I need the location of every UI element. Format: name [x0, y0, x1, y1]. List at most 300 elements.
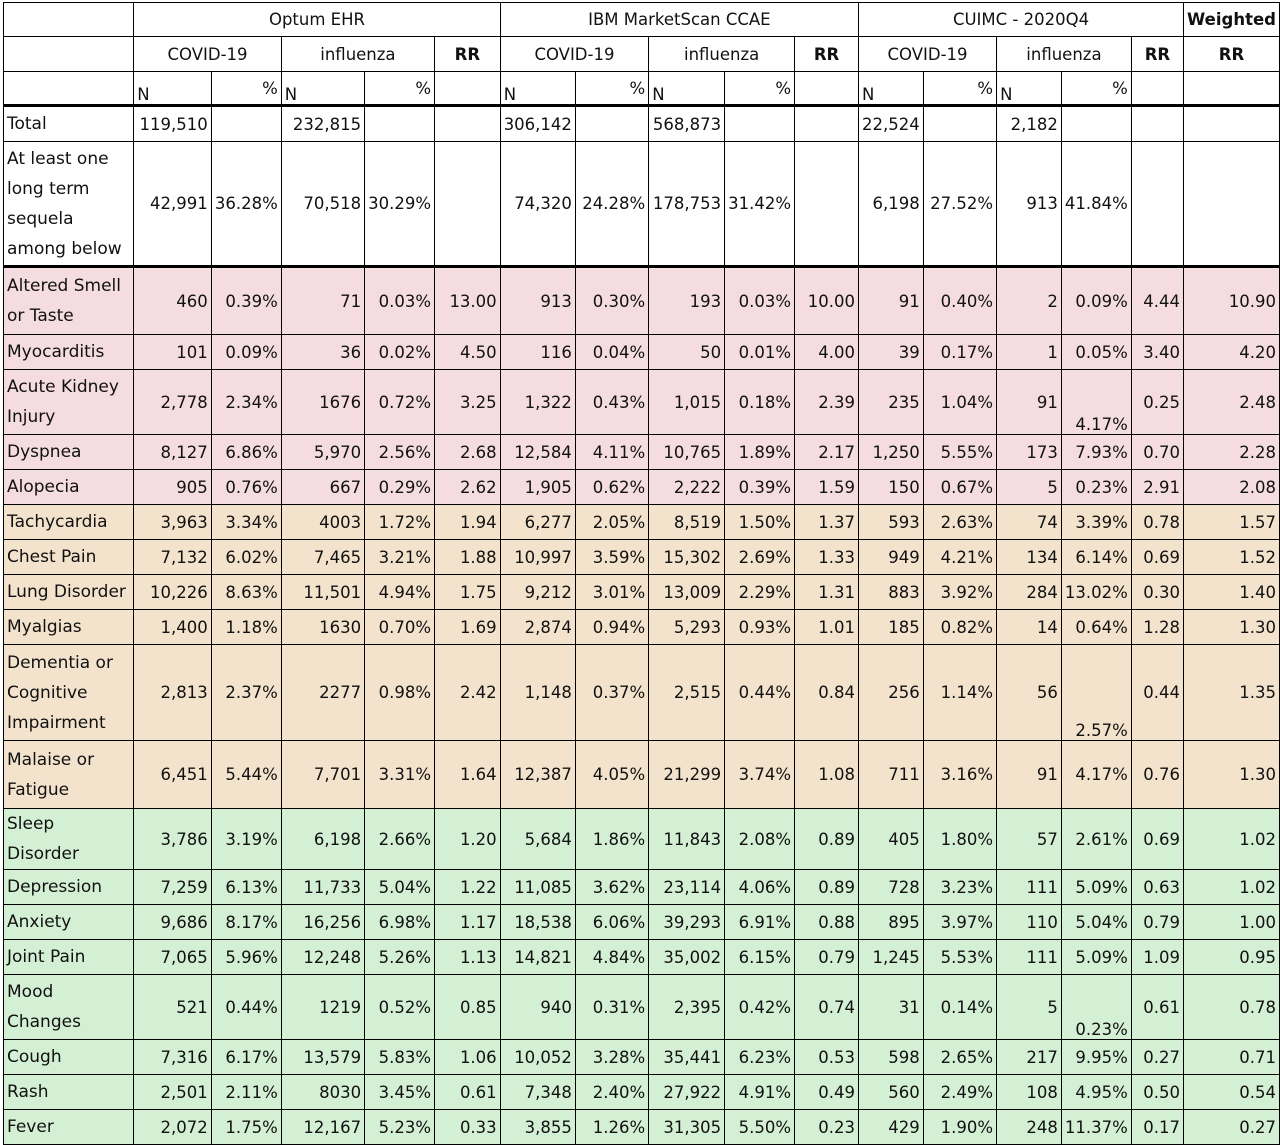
covid-pct-cell: 0.04%: [575, 335, 648, 370]
rr-cell: 1.59: [795, 470, 859, 505]
n-header: N: [500, 72, 575, 106]
covid-pct-cell: 6.02%: [211, 540, 281, 575]
covid-n-cell: 1,245: [859, 940, 924, 975]
flu-pct-cell: [365, 106, 435, 142]
covid-pct-cell: 1.90%: [923, 1110, 996, 1145]
covid-n-cell: 1,148: [500, 645, 575, 741]
covid-pct-cell: 0.14%: [923, 975, 996, 1040]
rr-cell: [1131, 106, 1183, 142]
table-row: [4, 809, 1280, 870]
flu-pct-cell: 5.23%: [365, 1110, 435, 1145]
rr-cell: 2.62: [435, 470, 501, 505]
flu-n-cell: 178,753: [649, 142, 725, 267]
rr-header: RR: [1131, 37, 1183, 72]
covid-pct-cell: 4.21%: [923, 540, 996, 575]
covid-pct-cell: 2.37%: [211, 645, 281, 741]
weighted-rr-cell: 0.78: [1184, 975, 1280, 1040]
covid-n-cell: 895: [859, 905, 924, 940]
covid-pct-cell: 6.13%: [211, 870, 281, 905]
pct-header: %: [211, 72, 281, 106]
flu-pct-cell: 4.95%: [1061, 1075, 1131, 1110]
results-table-container: [3, 2, 1280, 1145]
rr-cell: 0.69: [1131, 540, 1183, 575]
covid-pct-cell: 3.62%: [575, 870, 648, 905]
covid-n-cell: 306,142: [500, 106, 575, 142]
row-label: Altered Smell or Taste: [4, 267, 134, 335]
covid-pct-cell: 0.76%: [211, 470, 281, 505]
weighted-rr-cell: 1.57: [1184, 505, 1280, 540]
weighted-rr-cell: 1.02: [1184, 809, 1280, 870]
covid-pct-cell: 2.05%: [575, 505, 648, 540]
covid-n-cell: 14,821: [500, 940, 575, 975]
corner-cell: [4, 37, 134, 72]
covid-pct-cell: 3.23%: [923, 870, 996, 905]
weighted-rr-cell: 0.27: [1184, 1110, 1280, 1145]
covid-n-cell: 150: [859, 470, 924, 505]
covid-n-cell: 116: [500, 335, 575, 370]
row-label: Mood Changes: [4, 975, 134, 1040]
flu-pct-cell: 0.23%: [1061, 470, 1131, 505]
table-row: [4, 1075, 1280, 1110]
flu-n-cell: 284: [997, 575, 1062, 610]
rr-cell: 1.37: [795, 505, 859, 540]
flu-n-cell: 2,182: [997, 106, 1062, 142]
covid-pct-cell: 0.82%: [923, 610, 996, 645]
flu-pct-cell: 0.18%: [725, 370, 795, 435]
rr-cell: 1.28: [1131, 610, 1183, 645]
rr-cell: 2.42: [435, 645, 501, 741]
row-label: Dementia or Cognitive Impairment: [4, 645, 134, 741]
rr-cell: 0.25: [1131, 370, 1183, 435]
covid-pct-cell: 1.04%: [923, 370, 996, 435]
flu-pct-cell: 6.14%: [1061, 540, 1131, 575]
rr-cell: 1.09: [1131, 940, 1183, 975]
rr-cell: 4.50: [435, 335, 501, 370]
flu-pct-cell: 0.05%: [1061, 335, 1131, 370]
rr-cell: 0.53: [795, 1040, 859, 1075]
rr-cell: 1.64: [435, 741, 501, 809]
weighted-rr-cell: 0.54: [1184, 1075, 1280, 1110]
flu-n-cell: 27,922: [649, 1075, 725, 1110]
covid-pct-cell: 1.26%: [575, 1110, 648, 1145]
covid-n-cell: 7,316: [134, 1040, 212, 1075]
rr-header: RR: [435, 37, 501, 72]
rr-cell: [435, 142, 501, 267]
rr-cell: 1.94: [435, 505, 501, 540]
covid-pct-cell: 0.09%: [211, 335, 281, 370]
flu-n-cell: 50: [649, 335, 725, 370]
rr-cell: 0.33: [435, 1110, 501, 1145]
covid-n-cell: 460: [134, 267, 212, 335]
covid-n-cell: 101: [134, 335, 212, 370]
rr-cell: 0.17: [1131, 1110, 1183, 1145]
flu-pct-cell: 0.29%: [365, 470, 435, 505]
flu-n-cell: 57: [997, 809, 1062, 870]
table-row: [4, 435, 1280, 470]
covid-n-cell: 593: [859, 505, 924, 540]
covid-n-cell: 5,684: [500, 809, 575, 870]
covid-n-cell: 728: [859, 870, 924, 905]
weighted-rr-cell: 2.08: [1184, 470, 1280, 505]
flu-pct-cell: 4.94%: [365, 575, 435, 610]
covid-pct-cell: 0.44%: [211, 975, 281, 1040]
flu-n-cell: 91: [997, 370, 1062, 435]
rr-cell: 0.23: [795, 1110, 859, 1145]
covid-n-cell: 7,132: [134, 540, 212, 575]
row-label: Malaise or Fatigue: [4, 741, 134, 809]
flu-n-cell: 12,248: [281, 940, 364, 975]
group-header-weighted: Weighted: [1184, 3, 1280, 37]
row-label: Rash: [4, 1075, 134, 1110]
covid-pct-cell: 1.80%: [923, 809, 996, 870]
corner-cell: [4, 72, 134, 106]
flu-n-cell: 5,293: [649, 610, 725, 645]
covid-n-cell: 10,997: [500, 540, 575, 575]
rr-cell: 3.40: [1131, 335, 1183, 370]
covid-n-cell: 1,250: [859, 435, 924, 470]
covid-pct-cell: 3.92%: [923, 575, 996, 610]
rr-cell: 0.27: [1131, 1040, 1183, 1075]
pct-header: %: [923, 72, 996, 106]
rr-cell: 13.00: [435, 267, 501, 335]
rr-cell: 2.39: [795, 370, 859, 435]
rr-cell: 0.89: [795, 870, 859, 905]
covid-n-cell: 39: [859, 335, 924, 370]
flu-pct-cell: 0.52%: [365, 975, 435, 1040]
rr-header: RR: [1184, 37, 1280, 72]
flu-n-cell: 1,015: [649, 370, 725, 435]
flu-pct-cell: [725, 106, 795, 142]
flu-pct-cell: 3.74%: [725, 741, 795, 809]
flu-pct-cell: 5.04%: [365, 870, 435, 905]
flu-pct-cell: 4.17%: [1061, 741, 1131, 809]
flu-pct-cell: 9.95%: [1061, 1040, 1131, 1075]
covid-n-cell: 2,778: [134, 370, 212, 435]
rr-cell: 1.22: [435, 870, 501, 905]
flu-n-cell: 39,293: [649, 905, 725, 940]
covid-n-cell: 22,524: [859, 106, 924, 142]
flu-n-cell: 111: [997, 940, 1062, 975]
flu-pct-cell: 0.64%: [1061, 610, 1131, 645]
rr-cell: 2.91: [1131, 470, 1183, 505]
flu-pct-cell: 0.72%: [365, 370, 435, 435]
covid-pct-cell: 8.63%: [211, 575, 281, 610]
rr-cell: 0.76: [1131, 741, 1183, 809]
flu-n-cell: 71: [281, 267, 364, 335]
blank-cell: [1184, 72, 1280, 106]
flu-pct-cell: 11.37%: [1061, 1110, 1131, 1145]
flu-pct-cell: 3.39%: [1061, 505, 1131, 540]
covid-pct-cell: 5.96%: [211, 940, 281, 975]
flu-pct-cell: 5.09%: [1061, 940, 1131, 975]
flu-n-cell: 13,009: [649, 575, 725, 610]
flu-n-cell: 11,843: [649, 809, 725, 870]
rr-cell: 1.33: [795, 540, 859, 575]
rr-cell: 0.63: [1131, 870, 1183, 905]
flu-n-cell: 7,701: [281, 741, 364, 809]
weighted-rr-cell: 2.28: [1184, 435, 1280, 470]
flu-pct-cell: 6.23%: [725, 1040, 795, 1075]
header-row-groups: [4, 3, 1280, 37]
sequelae-table: [3, 2, 1280, 1145]
flu-n-cell: 56: [997, 645, 1062, 741]
flu-n-cell: 6,198: [281, 809, 364, 870]
covid-pct-cell: 6.17%: [211, 1040, 281, 1075]
flu-pct-cell: 2.69%: [725, 540, 795, 575]
table-row: [4, 575, 1280, 610]
rr-cell: 1.75: [435, 575, 501, 610]
flu-n-cell: 2,222: [649, 470, 725, 505]
row-label: Chest Pain: [4, 540, 134, 575]
covid-n-cell: 1,322: [500, 370, 575, 435]
n-header: N: [859, 72, 924, 106]
flu-pct-cell: 0.09%: [1061, 267, 1131, 335]
rr-cell: 4.00: [795, 335, 859, 370]
covid-n-cell: 185: [859, 610, 924, 645]
flu-n-cell: 1630: [281, 610, 364, 645]
covid-n-cell: 711: [859, 741, 924, 809]
flu-pct-cell: 1.72%: [365, 505, 435, 540]
weighted-rr-cell: 1.35: [1184, 645, 1280, 741]
covid-n-cell: 12,387: [500, 741, 575, 809]
rr-cell: [435, 106, 501, 142]
header-row-cohorts: [4, 37, 1280, 72]
covid-pct-cell: 0.40%: [923, 267, 996, 335]
flu-n-cell: 913: [997, 142, 1062, 267]
flu-n-cell: 667: [281, 470, 364, 505]
table-row: [4, 505, 1280, 540]
covid-n-cell: 7,259: [134, 870, 212, 905]
table-row: [4, 645, 1280, 741]
rr-cell: [1131, 142, 1183, 267]
flu-n-cell: 4003: [281, 505, 364, 540]
row-label: Acute Kidney Injury: [4, 370, 134, 435]
flu-pct-cell: 4.91%: [725, 1075, 795, 1110]
flu-n-cell: 2,515: [649, 645, 725, 741]
flu-n-cell: 173: [997, 435, 1062, 470]
rr-cell: 0.74: [795, 975, 859, 1040]
cohort-header-covid: COVID-19: [500, 37, 649, 72]
covid-pct-cell: 3.97%: [923, 905, 996, 940]
covid-n-cell: 235: [859, 370, 924, 435]
flu-pct-cell: 2.66%: [365, 809, 435, 870]
weighted-rr-cell: 1.30: [1184, 741, 1280, 809]
row-label: Tachycardia: [4, 505, 134, 540]
flu-pct-cell: 2.08%: [725, 809, 795, 870]
flu-n-cell: 5: [997, 975, 1062, 1040]
covid-n-cell: 429: [859, 1110, 924, 1145]
covid-pct-cell: [575, 106, 648, 142]
weighted-rr-cell: 0.71: [1184, 1040, 1280, 1075]
flu-pct-cell: 0.39%: [725, 470, 795, 505]
rr-cell: 0.61: [1131, 975, 1183, 1040]
row-label: Alopecia: [4, 470, 134, 505]
rr-cell: 1.13: [435, 940, 501, 975]
rr-cell: 0.79: [795, 940, 859, 975]
covid-pct-cell: 0.94%: [575, 610, 648, 645]
covid-pct-cell: 2.63%: [923, 505, 996, 540]
n-header: N: [281, 72, 364, 106]
flu-pct-cell: 5.50%: [725, 1110, 795, 1145]
flu-pct-cell: 5.09%: [1061, 870, 1131, 905]
flu-pct-cell: 6.98%: [365, 905, 435, 940]
covid-pct-cell: 0.43%: [575, 370, 648, 435]
table-row: [4, 940, 1280, 975]
covid-pct-cell: 2.11%: [211, 1075, 281, 1110]
covid-n-cell: 3,855: [500, 1110, 575, 1145]
covid-pct-cell: 1.18%: [211, 610, 281, 645]
pct-header: %: [575, 72, 648, 106]
flu-pct-cell: 0.23%: [1061, 975, 1131, 1040]
group-header-optum: Optum EHR: [134, 3, 500, 37]
table-row: [4, 470, 1280, 505]
covid-pct-cell: 36.28%: [211, 142, 281, 267]
row-label: Total: [4, 106, 134, 142]
covid-n-cell: 42,991: [134, 142, 212, 267]
covid-n-cell: 3,963: [134, 505, 212, 540]
flu-n-cell: 2: [997, 267, 1062, 335]
rr-cell: [795, 142, 859, 267]
blank-cell: [795, 72, 859, 106]
flu-n-cell: 217: [997, 1040, 1062, 1075]
covid-pct-cell: 2.40%: [575, 1075, 648, 1110]
flu-pct-cell: 0.42%: [725, 975, 795, 1040]
covid-pct-cell: 5.44%: [211, 741, 281, 809]
rr-cell: 4.44: [1131, 267, 1183, 335]
row-label: Myalgias: [4, 610, 134, 645]
rr-cell: 0.89: [795, 809, 859, 870]
covid-n-cell: 949: [859, 540, 924, 575]
flu-pct-cell: 6.15%: [725, 940, 795, 975]
rr-cell: 0.88: [795, 905, 859, 940]
covid-n-cell: 119,510: [134, 106, 212, 142]
pct-header: %: [725, 72, 795, 106]
flu-n-cell: 1676: [281, 370, 364, 435]
rr-cell: 0.50: [1131, 1075, 1183, 1110]
covid-pct-cell: 0.39%: [211, 267, 281, 335]
rr-cell: 0.70: [1131, 435, 1183, 470]
flu-pct-cell: 5.26%: [365, 940, 435, 975]
covid-pct-cell: 5.53%: [923, 940, 996, 975]
rr-cell: 0.44: [1131, 645, 1183, 741]
flu-n-cell: 91: [997, 741, 1062, 809]
flu-pct-cell: 0.01%: [725, 335, 795, 370]
flu-pct-cell: 2.56%: [365, 435, 435, 470]
covid-n-cell: 6,277: [500, 505, 575, 540]
covid-n-cell: 7,065: [134, 940, 212, 975]
pct-header: %: [365, 72, 435, 106]
covid-pct-cell: 27.52%: [923, 142, 996, 267]
covid-n-cell: 91: [859, 267, 924, 335]
flu-n-cell: 23,114: [649, 870, 725, 905]
flu-pct-cell: 30.29%: [365, 142, 435, 267]
table-row: [4, 1110, 1280, 1145]
flu-pct-cell: 3.45%: [365, 1075, 435, 1110]
cohort-header-influenza: influenza: [997, 37, 1132, 72]
cohort-header-covid: COVID-19: [859, 37, 997, 72]
pct-header: %: [1061, 72, 1131, 106]
covid-pct-cell: 3.59%: [575, 540, 648, 575]
covid-n-cell: 9,686: [134, 905, 212, 940]
weighted-rr-cell: [1184, 142, 1280, 267]
covid-pct-cell: [211, 106, 281, 142]
covid-pct-cell: 6.06%: [575, 905, 648, 940]
flu-n-cell: 35,441: [649, 1040, 725, 1075]
covid-n-cell: 598: [859, 1040, 924, 1075]
row-label: Dyspnea: [4, 435, 134, 470]
flu-pct-cell: 5.04%: [1061, 905, 1131, 940]
group-header-cuimc: CUIMC - 2020Q4: [859, 3, 1184, 37]
covid-n-cell: 521: [134, 975, 212, 1040]
flu-pct-cell: 3.31%: [365, 741, 435, 809]
flu-n-cell: 35,002: [649, 940, 725, 975]
rr-cell: 1.88: [435, 540, 501, 575]
covid-pct-cell: 2.34%: [211, 370, 281, 435]
table-row: [4, 905, 1280, 940]
row-label: Cough: [4, 1040, 134, 1075]
row-label: Myocarditis: [4, 335, 134, 370]
rr-cell: 1.06: [435, 1040, 501, 1075]
rr-cell: 1.08: [795, 741, 859, 809]
covid-pct-cell: 0.31%: [575, 975, 648, 1040]
rr-cell: 0.49: [795, 1075, 859, 1110]
covid-pct-cell: 0.62%: [575, 470, 648, 505]
covid-n-cell: 9,212: [500, 575, 575, 610]
table-row: [4, 335, 1280, 370]
rr-cell: 2.17: [795, 435, 859, 470]
covid-n-cell: 12,584: [500, 435, 575, 470]
flu-n-cell: 134: [997, 540, 1062, 575]
covid-pct-cell: 0.37%: [575, 645, 648, 741]
flu-pct-cell: 31.42%: [725, 142, 795, 267]
covid-pct-cell: 3.16%: [923, 741, 996, 809]
rr-cell: 1.69: [435, 610, 501, 645]
group-header-marketscan: IBM MarketScan CCAE: [500, 3, 858, 37]
rr-cell: 1.17: [435, 905, 501, 940]
covid-n-cell: 2,813: [134, 645, 212, 741]
covid-pct-cell: 5.55%: [923, 435, 996, 470]
flu-n-cell: 248: [997, 1110, 1062, 1145]
header-row-units: [4, 72, 1280, 106]
row-label: Anxiety: [4, 905, 134, 940]
flu-pct-cell: 0.44%: [725, 645, 795, 741]
summary-row: [4, 106, 1280, 142]
covid-n-cell: 18,538: [500, 905, 575, 940]
flu-n-cell: 15,302: [649, 540, 725, 575]
rr-cell: 0.84: [795, 645, 859, 741]
flu-n-cell: 70,518: [281, 142, 364, 267]
covid-n-cell: 7,348: [500, 1075, 575, 1110]
cohort-header-covid: COVID-19: [134, 37, 282, 72]
table-body: [4, 106, 1280, 1145]
n-header: N: [134, 72, 212, 106]
rr-cell: 0.30: [1131, 575, 1183, 610]
covid-n-cell: 10,052: [500, 1040, 575, 1075]
weighted-rr-cell: 0.95: [1184, 940, 1280, 975]
covid-pct-cell: [923, 106, 996, 142]
weighted-rr-cell: 1.30: [1184, 610, 1280, 645]
covid-n-cell: 10,226: [134, 575, 212, 610]
weighted-rr-cell: 1.02: [1184, 870, 1280, 905]
row-label: Joint Pain: [4, 940, 134, 975]
summary-row: [4, 142, 1280, 267]
blank-cell: [435, 72, 501, 106]
flu-n-cell: 568,873: [649, 106, 725, 142]
weighted-rr-cell: 4.20: [1184, 335, 1280, 370]
rr-cell: 0.78: [1131, 505, 1183, 540]
row-label: Lung Disorder: [4, 575, 134, 610]
covid-pct-cell: 1.86%: [575, 809, 648, 870]
